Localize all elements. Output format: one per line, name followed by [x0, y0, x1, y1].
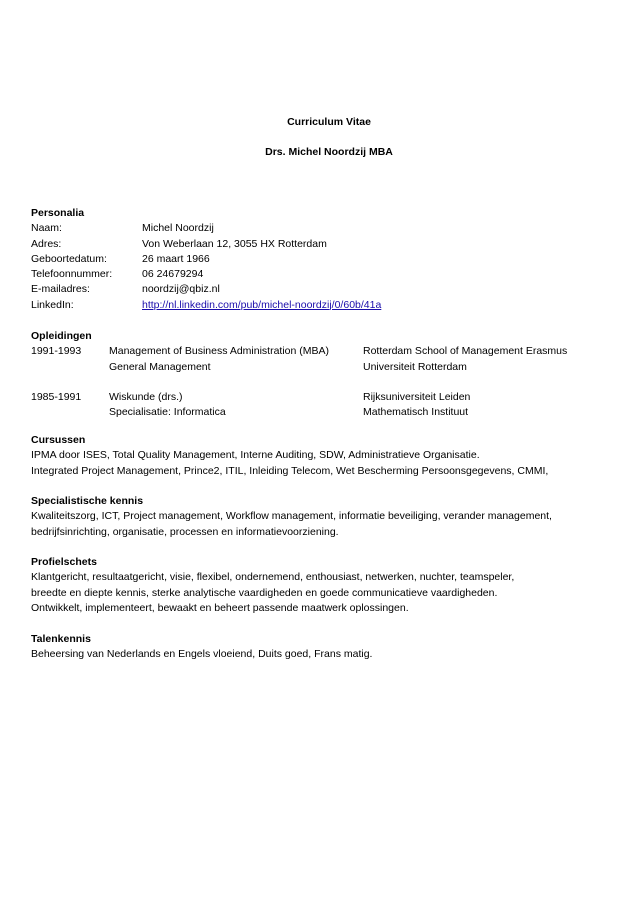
section-specialistische-kennis [31, 494, 621, 540]
value-telefoonnummer: 06 24679294 [142, 268, 204, 281]
section-heading-specialistisch: Specialistische kennis [31, 495, 144, 507]
education-specialization: General Management [109, 360, 211, 373]
section-opleidingen [31, 329, 621, 421]
education-years: 1991-1993 [31, 345, 82, 358]
label-naam: Naam: [31, 222, 62, 235]
label-telefoonnummer: Telefoonnummer: [31, 268, 113, 281]
section-cursussen [31, 433, 621, 479]
section-profielschets [31, 555, 621, 616]
education-degree: Management of Business Administration (MBA) [109, 345, 330, 358]
education-entry-1-line-2 [31, 360, 621, 375]
value-email: noordzij@qbiz.nl [142, 283, 220, 296]
section-heading-personalia: Personalia [31, 207, 85, 219]
education-entry-1-line-1 [31, 344, 621, 359]
profielschets-line: Klantgericht, resultaatgericht, visie, flexibel, ondernemend, enthousiast, netwerken, nuchter, teamspeler, [31, 571, 515, 584]
value-adres: Von Weberlaan 12, 3055 HX Rotterdam [142, 237, 327, 250]
personalia-row-birthdate [31, 252, 621, 267]
education-years: 1985-1991 [31, 391, 82, 404]
education-specialization: Specialisatie: Informatica [109, 406, 226, 419]
cursussen-line: IPMA door ISES, Total Quality Management, Interne Auditing, SDW, Administratieve Organisatie. [31, 449, 480, 462]
profielschets-line: breedte en diepte kennis, sterke analytische vaardigheden en goede communicatieve vaardigheden. [31, 586, 498, 599]
linkedin-link[interactable]: http://nl.linkedin.com/pub/michel-noordzij/0/60b/41a [142, 298, 382, 311]
education-institution-sub: Mathematisch Instituut [363, 406, 469, 419]
section-heading-cursussen: Cursussen [31, 434, 86, 446]
education-entry-2-line-2 [31, 405, 621, 420]
profielschets-line: Ontwikkelt, implementeert, bewaakt en beheert passende maatwerk oplossingen. [31, 601, 409, 614]
candidate-name: Drs. Michel Noordzij MBA [265, 146, 393, 158]
education-institution: Rijksuniversiteit Leiden [363, 391, 471, 404]
section-heading-talenkennis: Talenkennis [31, 633, 91, 645]
personalia-row-linkedin [31, 298, 621, 313]
personalia-row-phone [31, 267, 621, 282]
section-personalia [31, 206, 621, 313]
specialistisch-line: Kwaliteitszorg, ICT, Project management, Workflow management, informatie beveiliging, verander management, [31, 510, 552, 523]
education-spacer [31, 375, 621, 390]
label-linkedin: LinkedIn: [31, 298, 74, 311]
education-institution-sub: Universiteit Rotterdam [363, 360, 467, 373]
cursussen-line: Integrated Project Management, Prince2, ITIL, Inleiding Telecom, Wet Bescherming Persoonsgegevens, CMMI, [31, 464, 549, 477]
label-email: E-mailadres: [31, 283, 90, 296]
talenkennis-line: Beheersing van Nederlands en Engels vloeiend, Duits goed, Frans matig. [31, 648, 373, 661]
document-title: Curriculum Vitae [287, 116, 371, 128]
label-geboortedatum: Geboortedatum: [31, 252, 107, 265]
section-heading-opleidingen: Opleidingen [31, 330, 92, 342]
personalia-row-name [31, 221, 621, 236]
section-heading-profielschets: Profielschets [31, 556, 97, 568]
value-naam: Michel Noordzij [142, 222, 214, 235]
value-geboortedatum: 26 maart 1966 [142, 252, 210, 265]
education-degree: Wiskunde (drs.) [109, 391, 183, 404]
personalia-row-email [31, 282, 621, 297]
education-entry-2-line-1 [31, 390, 621, 405]
education-institution: Rotterdam School of Management Erasmus [363, 345, 568, 358]
label-adres: Adres: [31, 237, 62, 250]
personalia-row-address [31, 237, 621, 252]
section-talenkennis [31, 632, 621, 663]
specialistisch-line: bedrijfsinrichting, organisatie, processen en informatievoorziening. [31, 525, 339, 538]
